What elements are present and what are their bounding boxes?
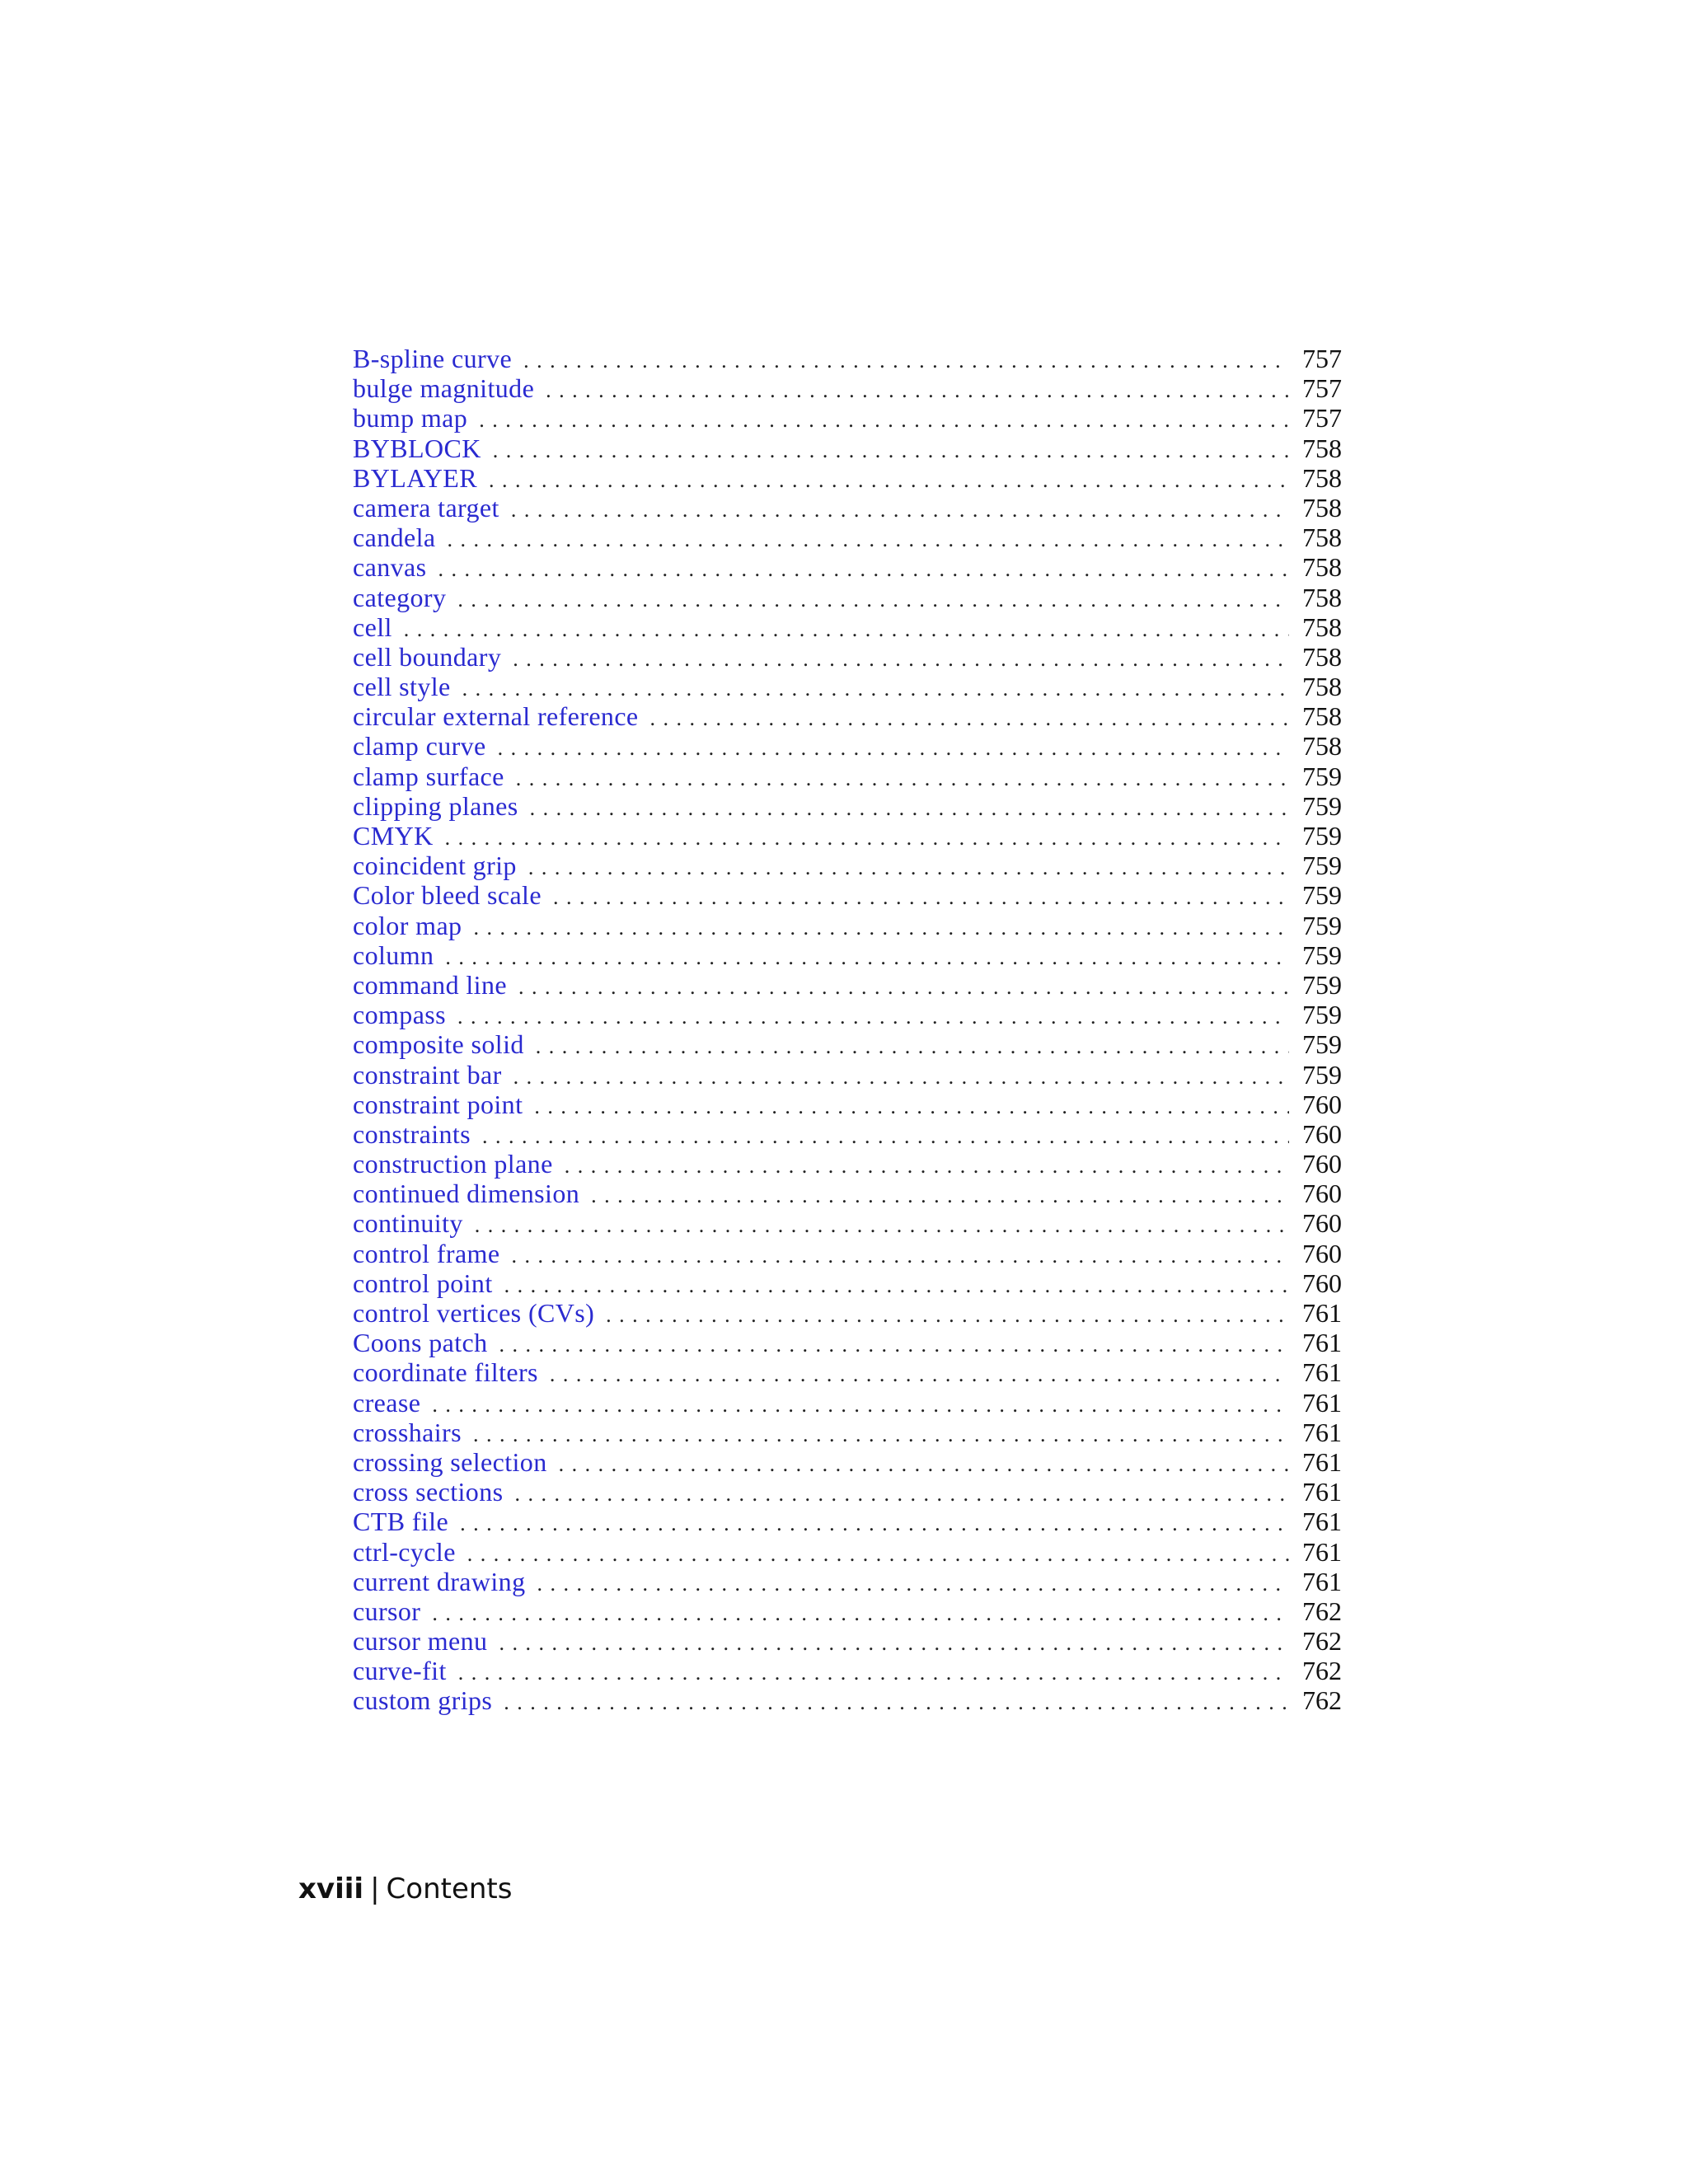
dot-leader xyxy=(448,525,1289,555)
toc-entry xyxy=(353,523,1342,552)
dot-leader xyxy=(518,972,1289,1002)
toc-entry xyxy=(353,731,1342,761)
toc-entry xyxy=(353,1149,1342,1179)
dot-leader xyxy=(553,883,1289,912)
toc-page-number: 761 xyxy=(1302,1357,1342,1388)
toc-entry-link[interactable]: current drawing xyxy=(353,1566,526,1596)
dot-leader xyxy=(445,943,1289,972)
toc-page-number: 758 xyxy=(1302,672,1342,702)
toc-page-number: 761 xyxy=(1302,1328,1342,1358)
toc-page-number: 761 xyxy=(1302,1387,1342,1418)
toc-page-number: 761 xyxy=(1302,1298,1342,1328)
dot-leader xyxy=(467,1540,1289,1569)
dot-leader xyxy=(511,495,1289,525)
toc-entry-link[interactable]: category xyxy=(353,582,447,612)
toc-entry-link[interactable]: bulge magnitude xyxy=(353,373,535,404)
toc-entry xyxy=(353,493,1342,523)
dot-leader xyxy=(445,823,1289,853)
toc-page-number: 761 xyxy=(1302,1536,1342,1567)
toc-entry xyxy=(353,1567,1342,1596)
toc-page-number: 757 xyxy=(1302,344,1342,373)
toc-page-number: 758 xyxy=(1302,462,1342,493)
dot-leader xyxy=(404,615,1289,644)
toc-entry xyxy=(353,1388,1342,1418)
dot-leader xyxy=(475,1211,1289,1240)
toc-page-number: 758 xyxy=(1302,612,1342,642)
toc-entry xyxy=(353,344,1342,373)
toc-entry-link[interactable]: clamp curve xyxy=(353,731,486,762)
toc-entry xyxy=(353,583,1342,612)
dot-leader xyxy=(482,1122,1289,1151)
toc-page-number: 761 xyxy=(1302,1507,1342,1537)
toc-page-number: 758 xyxy=(1302,701,1342,732)
toc-entry-link[interactable]: composite solid xyxy=(353,1029,524,1060)
toc-entry xyxy=(353,1626,1342,1656)
toc-page-number: 762 xyxy=(1302,1656,1342,1686)
toc-entry-link[interactable]: curve-fit xyxy=(353,1656,447,1686)
dot-leader xyxy=(513,644,1289,674)
toc-entry xyxy=(353,851,1342,880)
dot-leader xyxy=(504,1688,1289,1718)
toc-entry xyxy=(353,1179,1342,1208)
page-footer xyxy=(298,1872,512,1905)
toc-page-number: 761 xyxy=(1302,1566,1342,1596)
toc-entry-link[interactable]: crosshairs xyxy=(353,1417,462,1447)
dot-leader xyxy=(513,1062,1289,1092)
toc-entry xyxy=(353,1208,1342,1238)
toc-entry xyxy=(353,1060,1342,1090)
toc-entry-link[interactable]: coincident grip xyxy=(353,851,517,881)
toc-entry xyxy=(353,970,1342,1000)
dot-leader xyxy=(530,794,1289,823)
dot-leader xyxy=(458,1658,1289,1688)
dot-leader xyxy=(457,1002,1289,1032)
toc-entry xyxy=(353,642,1342,672)
dot-leader xyxy=(550,1360,1289,1390)
dot-leader xyxy=(499,1629,1289,1658)
toc-page-number: 758 xyxy=(1302,641,1342,672)
toc-entry-link[interactable]: coordinate filters xyxy=(353,1357,538,1388)
dot-leader xyxy=(473,913,1289,943)
toc-entry-link[interactable]: Coons patch xyxy=(353,1328,488,1358)
toc-page-number: 760 xyxy=(1302,1208,1342,1239)
toc-page-number: 758 xyxy=(1302,492,1342,523)
toc-entry-link[interactable]: Color bleed scale xyxy=(353,880,542,911)
toc-entry xyxy=(353,1119,1342,1149)
dot-leader xyxy=(479,405,1289,435)
toc-page-number: 759 xyxy=(1302,910,1342,940)
toc-page-number: 759 xyxy=(1302,1029,1342,1060)
dot-leader xyxy=(499,1330,1290,1360)
dot-leader xyxy=(432,1599,1289,1629)
toc-page-number: 758 xyxy=(1302,433,1342,463)
toc-entry xyxy=(353,1298,1342,1328)
toc-page-number: 759 xyxy=(1302,790,1342,821)
toc-entry xyxy=(353,1537,1342,1567)
toc-entry-link[interactable]: cursor xyxy=(353,1596,421,1626)
toc-page-number: 760 xyxy=(1302,1149,1342,1179)
toc-entry-link[interactable]: constraint bar xyxy=(353,1059,502,1090)
toc-entry-link[interactable]: cell boundary xyxy=(353,641,502,672)
dot-leader xyxy=(432,1390,1289,1420)
toc-page-number: 758 xyxy=(1302,731,1342,762)
toc-entry-link[interactable]: camera target xyxy=(353,492,499,523)
toc-entry xyxy=(353,1685,1342,1715)
toc-entry-link[interactable]: crossing selection xyxy=(353,1446,547,1477)
toc-page-number: 759 xyxy=(1302,821,1342,851)
toc-entry-link[interactable]: compass xyxy=(353,1000,447,1030)
toc-page-number: 762 xyxy=(1302,1626,1342,1657)
toc-entry-link[interactable]: cell style xyxy=(353,672,451,702)
toc-entry-link[interactable]: clipping planes xyxy=(353,790,518,821)
toc-entry-link[interactable]: bump map xyxy=(353,403,468,434)
toc-page-number: 762 xyxy=(1302,1596,1342,1626)
toc-entry-link[interactable]: continuity xyxy=(353,1208,463,1239)
toc-entry-link[interactable]: ctrl-cycle xyxy=(353,1536,456,1567)
dot-leader xyxy=(516,764,1289,794)
toc-entry-link[interactable]: continued dimension xyxy=(353,1179,580,1209)
dot-leader xyxy=(650,704,1289,733)
toc-entry-link[interactable]: circular external reference xyxy=(353,701,639,732)
toc-page-number: 759 xyxy=(1302,1059,1342,1090)
toc-entry xyxy=(353,940,1342,970)
toc-entry xyxy=(353,1418,1342,1447)
toc-page-number: 759 xyxy=(1302,1000,1342,1030)
table-of-contents xyxy=(353,344,1342,1716)
toc-page-number: 761 xyxy=(1302,1446,1342,1477)
toc-entry xyxy=(353,880,1342,910)
footer-section-title: Contents xyxy=(386,1872,513,1905)
toc-entry xyxy=(353,791,1342,821)
footer-page-number: xviii xyxy=(298,1872,364,1905)
toc-entry xyxy=(353,1268,1342,1298)
toc-entry xyxy=(353,463,1342,493)
toc-entry-link[interactable]: constraint point xyxy=(353,1089,523,1119)
toc-entry xyxy=(353,672,1342,701)
dot-leader xyxy=(606,1301,1289,1330)
toc-entry-link[interactable]: column xyxy=(353,940,434,970)
toc-entry-link[interactable]: canvas xyxy=(353,552,427,583)
toc-page-number: 760 xyxy=(1302,1118,1342,1149)
dot-leader xyxy=(523,346,1289,376)
dot-leader xyxy=(514,1479,1289,1509)
toc-entry-link[interactable]: color map xyxy=(353,910,462,940)
toc-entry-link[interactable]: crease xyxy=(353,1387,421,1418)
toc-entry xyxy=(353,821,1342,851)
toc-page-number: 760 xyxy=(1302,1268,1342,1298)
dot-leader xyxy=(489,466,1289,495)
toc-entry-link[interactable]: constraints xyxy=(353,1118,471,1149)
dot-leader xyxy=(438,555,1289,584)
toc-entry xyxy=(353,1477,1342,1507)
toc-page-number: 758 xyxy=(1302,582,1342,612)
toc-page-number: 761 xyxy=(1302,1417,1342,1447)
dot-leader xyxy=(536,1032,1289,1062)
toc-page-number: 757 xyxy=(1302,403,1342,434)
toc-entry-link[interactable]: control frame xyxy=(353,1238,500,1268)
toc-entry xyxy=(353,1656,1342,1685)
toc-page-number: 762 xyxy=(1302,1685,1342,1716)
toc-page-number: 760 xyxy=(1302,1179,1342,1209)
toc-entry-link[interactable]: CMYK xyxy=(353,821,434,851)
toc-entry xyxy=(353,612,1342,642)
toc-page-number: 760 xyxy=(1302,1238,1342,1268)
toc-entry-link[interactable]: construction plane xyxy=(353,1149,553,1179)
dot-leader xyxy=(460,1509,1289,1539)
dot-leader xyxy=(546,376,1289,405)
dot-leader xyxy=(473,1420,1289,1450)
toc-entry-link[interactable]: BYLAYER xyxy=(353,462,477,493)
dot-leader xyxy=(534,1092,1289,1122)
toc-entry xyxy=(353,552,1342,582)
toc-entry xyxy=(353,1507,1342,1536)
toc-page-number: 759 xyxy=(1302,969,1342,1000)
toc-entry xyxy=(353,1090,1342,1119)
toc-entry-link[interactable]: candela xyxy=(353,523,436,553)
toc-entry xyxy=(353,403,1342,433)
toc-entry xyxy=(353,1596,1342,1626)
toc-entry xyxy=(353,701,1342,731)
toc-entry-link[interactable]: cursor menu xyxy=(353,1626,488,1657)
toc-page-number: 758 xyxy=(1302,523,1342,553)
toc-entry-link[interactable]: command line xyxy=(353,969,507,1000)
toc-entry xyxy=(353,1357,1342,1387)
toc-entry-link[interactable]: B-spline curve xyxy=(353,344,513,373)
toc-entry xyxy=(353,1000,1342,1029)
dot-leader xyxy=(457,585,1289,615)
toc-entry-link[interactable]: custom grips xyxy=(353,1685,493,1716)
toc-entry xyxy=(353,1328,1342,1357)
toc-entry-link[interactable]: control vertices (CVs) xyxy=(353,1298,595,1328)
toc-page-number: 758 xyxy=(1302,552,1342,583)
toc-page-number: 761 xyxy=(1302,1477,1342,1507)
toc-entry xyxy=(353,1029,1342,1059)
dot-leader xyxy=(591,1181,1289,1211)
toc-entry-link[interactable]: control point xyxy=(353,1268,493,1298)
toc-page-number: 757 xyxy=(1302,373,1342,404)
dot-leader xyxy=(528,853,1289,883)
toc-entry xyxy=(353,762,1342,791)
toc-entry-link[interactable]: clamp surface xyxy=(353,761,504,791)
toc-entry-link[interactable]: cross sections xyxy=(353,1477,504,1507)
toc-entry xyxy=(353,373,1342,403)
dot-leader xyxy=(498,733,1289,763)
dot-leader xyxy=(565,1151,1289,1181)
dot-leader xyxy=(504,1271,1289,1301)
dot-leader xyxy=(493,436,1289,466)
toc-entry-link[interactable]: cell xyxy=(353,612,392,642)
toc-entry-link[interactable]: BYBLOCK xyxy=(353,433,481,463)
toc-page-number: 759 xyxy=(1302,880,1342,911)
footer-separator: | xyxy=(370,1872,380,1905)
toc-page-number: 760 xyxy=(1302,1089,1342,1119)
toc-entry xyxy=(353,1239,1342,1268)
dot-leader xyxy=(559,1450,1289,1479)
dot-leader xyxy=(462,674,1289,704)
toc-entry xyxy=(353,911,1342,940)
toc-entry xyxy=(353,434,1342,463)
toc-entry-link[interactable]: CTB file xyxy=(353,1507,449,1537)
dot-leader xyxy=(537,1569,1289,1599)
dot-leader xyxy=(511,1241,1289,1271)
toc-page-number: 759 xyxy=(1302,761,1342,791)
toc-entry xyxy=(353,1447,1342,1477)
toc-page-number: 759 xyxy=(1302,851,1342,881)
toc-page-number: 759 xyxy=(1302,940,1342,970)
